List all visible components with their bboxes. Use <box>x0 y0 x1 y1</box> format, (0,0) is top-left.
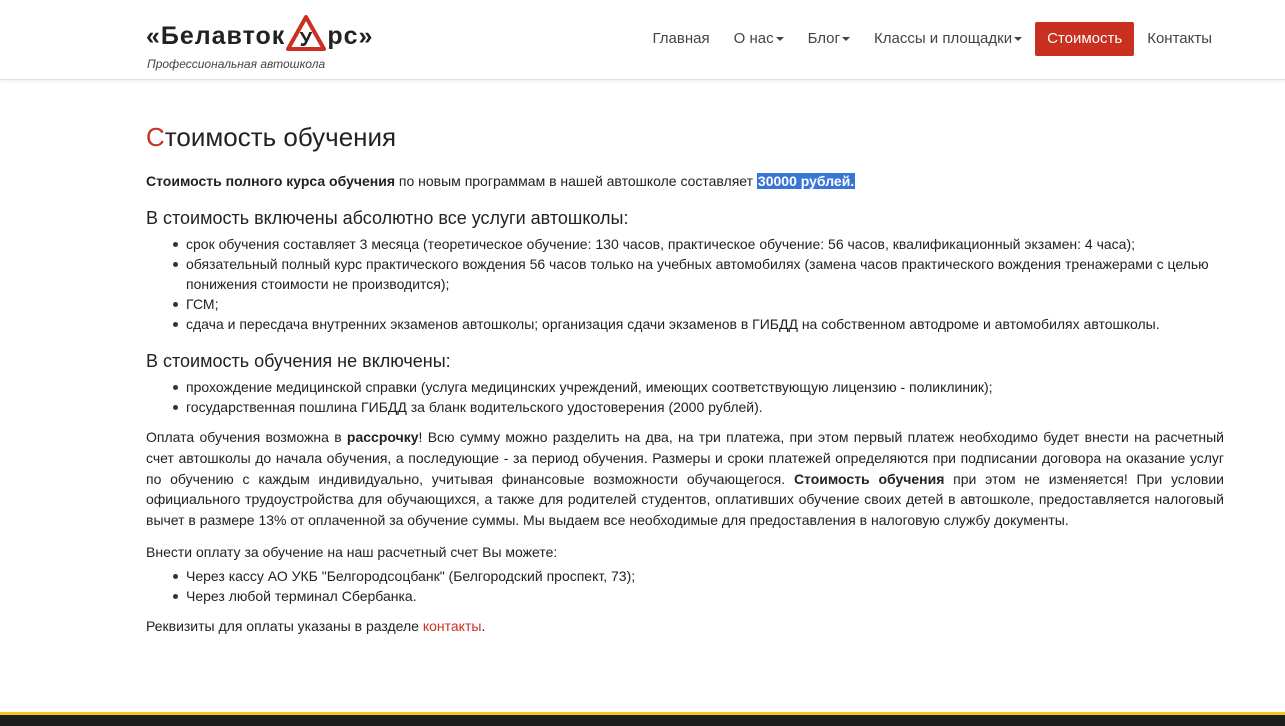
list-item: государственная пошлина ГИБДД за бланк водительского удостоверения (2000 рублей). <box>186 397 1224 417</box>
excluded-heading: В стоимость обучения не включены: <box>146 351 451 371</box>
nav-item-blog[interactable] <box>796 22 862 56</box>
nav-item-label: Классы и площадки <box>874 30 1013 47</box>
caret-down-icon <box>1014 37 1022 41</box>
list-item: обязательный полный курс практического вождения 56 часов только на учебных автомобилях (замена часов практического вождения тренажерами с целью понижения стоимости не производится); <box>186 254 1224 294</box>
price-highlight: 30000 рублей. <box>757 173 855 189</box>
list-item: ГСМ; <box>186 294 1224 314</box>
logo-triangle-letter: У <box>299 29 314 51</box>
list-item: Через любой терминал Сбербанка. <box>186 586 1224 606</box>
nav-item-label: Блог <box>807 30 840 47</box>
list-item: срок обучения составляет 3 месяца (теоретическое обучение: 130 часов, практическое обучение: 56 часов, квалификационный экзамен: 4 часа); <box>186 234 1224 254</box>
intro-bold: Стоимость полного курса обучения <box>146 173 396 189</box>
warning-triangle-icon <box>286 15 326 51</box>
excluded-list <box>146 377 1224 417</box>
logo-tagline: Профессиональная автошкола <box>147 57 326 71</box>
installment-paragraph <box>146 427 1224 531</box>
site-header <box>0 0 1285 80</box>
price-intro <box>146 171 1224 191</box>
main-content <box>146 80 1224 636</box>
main-nav <box>641 22 1224 56</box>
included-list <box>146 234 1224 334</box>
caret-down-icon <box>842 37 850 41</box>
deposit-list <box>146 566 1224 606</box>
included-heading: В стоимость включены абсолютно все услуги автошколы: <box>146 208 629 228</box>
list-item: Через кассу АО УКБ "Белгородсоцбанк" (Белгородский проспект, 73); <box>186 566 1224 586</box>
requisites-paragraph <box>146 616 1224 636</box>
intro-text: по новым программам в нашей автошколе составляет <box>395 173 757 189</box>
pay-bold: рассрочку <box>346 429 419 445</box>
pay-text: при этом не изменяется! При условии официального трудоустройства для обучающихся, а также для родителей студентов, оплативших обучение своих детей в автошколе, предоставляется налоговый вычет в размере 13% от оплаченной за обучение суммы. Мы выдаем все необходимые для предоставления в налоговую службу документы. <box>146 470 1224 529</box>
contacts-link[interactable]: контакты <box>422 617 482 634</box>
pay-bold: Стоимость обучения <box>793 470 945 487</box>
page-title <box>146 120 1224 154</box>
nav-item-price[interactable] <box>1035 22 1134 56</box>
site-logo[interactable] <box>146 10 386 72</box>
nav-item-about[interactable] <box>722 22 796 56</box>
nav-item-home[interactable] <box>641 22 722 56</box>
nav-item-label: Контакты <box>1147 30 1212 47</box>
nav-item-label: Стоимость <box>1047 30 1123 47</box>
site-footer <box>0 712 1285 726</box>
nav-item-classes[interactable] <box>862 22 1034 56</box>
nav-item-label: Главная <box>652 30 710 47</box>
nav-item-label: О нас <box>733 30 774 47</box>
list-item: сдача и пересдача внутренних экзаменов автошколы; организация сдачи экзаменов в ГИБДД на собственном автодроме и автомобилях автошколы. <box>186 314 1224 334</box>
pay-text: ! Всю сумму можно разделить на два, на три платежа, при этом первый платеж необходимо будет внести на расчетный счет автошколы до начала обучения, а последующие - за период обучения. Размеры и сроки платежей определяются при подписании договора на оказание услуг по обучению с каждым индивидуально, учитывая финансовые возможности обучающегося. <box>146 429 1224 487</box>
requisites-text: Реквизиты для оплаты указаны в разделе <box>146 617 423 634</box>
list-item: прохождение медицинской справки (услуга медицинских учреждений, имеющих соответствующую лицензию - поликлиник); <box>186 377 1224 397</box>
deposit-paragraph: Внести оплату за обучение на наш расчетный счет Вы можете: <box>146 543 558 560</box>
pay-text: Оплата обучения возможна в <box>146 429 347 445</box>
nav-item-contacts[interactable] <box>1135 22 1224 56</box>
caret-down-icon <box>776 37 784 41</box>
logo-prefix: «Белавток <box>146 21 286 50</box>
logo-wordmark <box>146 18 373 54</box>
page-title-rest: тоимость обучения <box>164 122 397 152</box>
page-title-first-letter: С <box>146 122 165 152</box>
requisites-end: . <box>481 617 486 634</box>
logo-suffix: рс» <box>327 21 374 50</box>
